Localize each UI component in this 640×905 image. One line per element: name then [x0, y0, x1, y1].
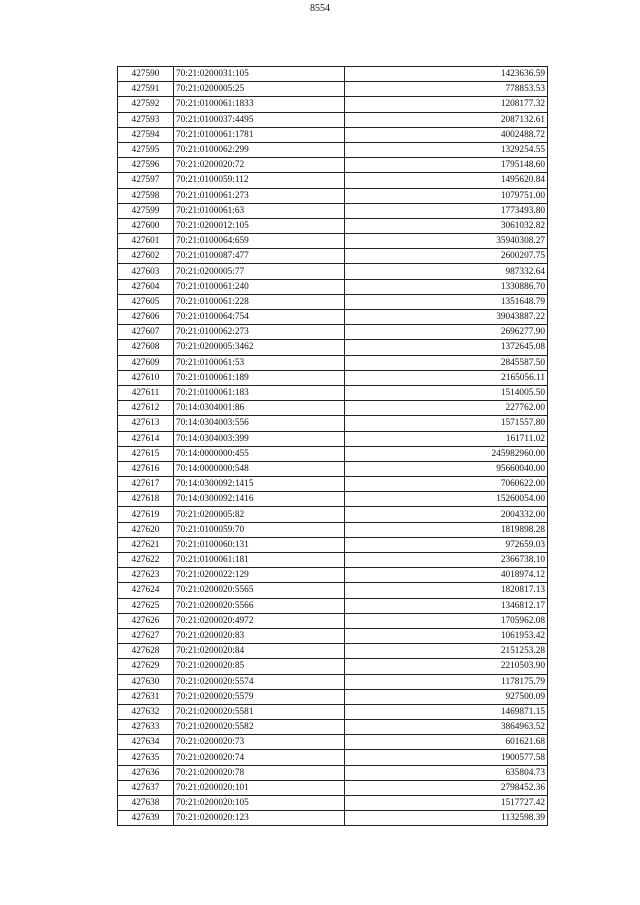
cadastral-number-cell: 70:21:0200020:4972 [174, 613, 345, 628]
cadastral-number-cell: 70:21:0200005:25 [174, 82, 345, 97]
cadastral-number-cell: 70:21:0100061:63 [174, 203, 345, 218]
cadastral-value-cell: 4018974.12 [345, 568, 548, 583]
row-id-cell: 427611 [118, 385, 174, 400]
cadastral-value-cell: 2845587.50 [345, 355, 548, 370]
cadastral-value-cell: 1469871.15 [345, 704, 548, 719]
cadastral-value-cell: 227762.00 [345, 401, 548, 416]
table-row [118, 385, 548, 400]
cadastral-value-cell: 2004332.00 [345, 507, 548, 522]
page-number: 8554 [310, 3, 330, 14]
cadastral-number-cell: 70:21:0200020:85 [174, 659, 345, 674]
row-id-cell: 427624 [118, 583, 174, 598]
row-id-cell: 427596 [118, 158, 174, 173]
cadastral-value-cell: 1795148.60 [345, 158, 548, 173]
cadastral-number-cell: 70:21:0100061:273 [174, 188, 345, 203]
row-id-cell: 427608 [118, 340, 174, 355]
table-row [118, 67, 548, 82]
row-id-cell: 427603 [118, 264, 174, 279]
cadastral-value-cell: 95660040.00 [345, 461, 548, 476]
table-row [118, 583, 548, 598]
cadastral-value-cell: 2600207.75 [345, 249, 548, 264]
row-id-cell: 427606 [118, 310, 174, 325]
table-row [118, 461, 548, 476]
cadastral-value-cell: 1330886.70 [345, 279, 548, 294]
table-row [118, 674, 548, 689]
row-id-cell: 427610 [118, 370, 174, 385]
table-row [118, 628, 548, 643]
row-id-cell: 427600 [118, 218, 174, 233]
row-id-cell: 427630 [118, 674, 174, 689]
row-id-cell: 427593 [118, 112, 174, 127]
cadastral-value-cell: 1178175.79 [345, 674, 548, 689]
cadastral-number-cell: 70:21:0100061:53 [174, 355, 345, 370]
cadastral-number-cell: 70:21:0200022:129 [174, 568, 345, 583]
cadastral-number-cell: 70:21:0200020:5566 [174, 598, 345, 613]
table-row [118, 796, 548, 811]
cadastral-value-table [117, 66, 548, 826]
row-id-cell: 427628 [118, 644, 174, 659]
table-row [118, 720, 548, 735]
cadastral-value-cell: 1208177.32 [345, 97, 548, 112]
cadastral-value-cell: 778853.53 [345, 82, 548, 97]
row-id-cell: 427623 [118, 568, 174, 583]
cadastral-value-cell: 2151253.28 [345, 644, 548, 659]
row-id-cell: 427590 [118, 67, 174, 82]
cadastral-number-cell: 70:21:0100060:131 [174, 537, 345, 552]
row-id-cell: 427615 [118, 446, 174, 461]
cadastral-value-cell: 1351648.79 [345, 294, 548, 309]
table-row [118, 234, 548, 249]
table-body [118, 67, 548, 826]
row-id-cell: 427599 [118, 203, 174, 218]
cadastral-number-cell: 70:14:0300092:1415 [174, 477, 345, 492]
table-row [118, 811, 548, 826]
table-row [118, 735, 548, 750]
cadastral-value-cell: 35940308.27 [345, 234, 548, 249]
cadastral-value-cell: 15260054.00 [345, 492, 548, 507]
cadastral-value-cell: 2798452.36 [345, 780, 548, 795]
row-id-cell: 427620 [118, 522, 174, 537]
cadastral-value-cell: 927500.09 [345, 689, 548, 704]
row-id-cell: 427613 [118, 416, 174, 431]
cadastral-value-cell: 972659.03 [345, 537, 548, 552]
table-row [118, 704, 548, 719]
cadastral-value-cell: 1372645.08 [345, 340, 548, 355]
table-row [118, 431, 548, 446]
table-row [118, 142, 548, 157]
cadastral-value-cell: 7060622.00 [345, 477, 548, 492]
cadastral-value-cell: 1514005.50 [345, 385, 548, 400]
row-id-cell: 427639 [118, 811, 174, 826]
row-id-cell: 427607 [118, 325, 174, 340]
table-row [118, 279, 548, 294]
table-row [118, 446, 548, 461]
table-row [118, 325, 548, 340]
row-id-cell: 427594 [118, 127, 174, 142]
cadastral-number-cell: 70:21:0200020:5565 [174, 583, 345, 598]
row-id-cell: 427632 [118, 704, 174, 719]
cadastral-number-cell: 70:14:0000000:455 [174, 446, 345, 461]
row-id-cell: 427621 [118, 537, 174, 552]
cadastral-number-cell: 70:14:0304003:556 [174, 416, 345, 431]
cadastral-value-cell: 3864963.52 [345, 720, 548, 735]
row-id-cell: 427626 [118, 613, 174, 628]
row-id-cell: 427629 [118, 659, 174, 674]
row-id-cell: 427595 [118, 142, 174, 157]
cadastral-number-cell: 70:14:0304003:399 [174, 431, 345, 446]
cadastral-value-cell: 1329254.55 [345, 142, 548, 157]
table-row [118, 112, 548, 127]
cadastral-number-cell: 70:21:0200020:73 [174, 735, 345, 750]
cadastral-number-cell: 70:14:0304001:86 [174, 401, 345, 416]
cadastral-number-cell: 70:21:0200020:5574 [174, 674, 345, 689]
cadastral-number-cell: 70:21:0100061:189 [174, 370, 345, 385]
row-id-cell: 427622 [118, 553, 174, 568]
row-id-cell: 427638 [118, 796, 174, 811]
cadastral-number-cell: 70:21:0200020:123 [174, 811, 345, 826]
cadastral-number-cell: 70:21:0200020:5579 [174, 689, 345, 704]
cadastral-value-cell: 1495620.84 [345, 173, 548, 188]
table-row [118, 492, 548, 507]
cadastral-number-cell: 70:21:0200012:105 [174, 218, 345, 233]
cadastral-number-cell: 70:21:0100061:240 [174, 279, 345, 294]
row-id-cell: 427601 [118, 234, 174, 249]
table-row [118, 294, 548, 309]
cadastral-value-cell: 1079751.00 [345, 188, 548, 203]
table-row [118, 310, 548, 325]
cadastral-value-cell: 161711.02 [345, 431, 548, 446]
cadastral-number-cell: 70:21:0100064:659 [174, 234, 345, 249]
cadastral-number-cell: 70:21:0200020:5581 [174, 704, 345, 719]
cadastral-value-cell: 2165056.11 [345, 370, 548, 385]
table-row [118, 507, 548, 522]
cadastral-value-cell: 1061953.42 [345, 628, 548, 643]
cadastral-number-cell: 70:21:0200020:74 [174, 750, 345, 765]
row-id-cell: 427636 [118, 765, 174, 780]
row-id-cell: 427597 [118, 173, 174, 188]
cadastral-number-cell: 70:21:0100061:1781 [174, 127, 345, 142]
row-id-cell: 427631 [118, 689, 174, 704]
row-id-cell: 427635 [118, 750, 174, 765]
row-id-cell: 427602 [118, 249, 174, 264]
cadastral-value-cell: 4002488.72 [345, 127, 548, 142]
cadastral-number-cell: 70:21:0200020:105 [174, 796, 345, 811]
cadastral-value-cell: 2087132.61 [345, 112, 548, 127]
cadastral-number-cell: 70:21:0200020:84 [174, 644, 345, 659]
cadastral-value-cell: 601621.68 [345, 735, 548, 750]
table-row [118, 401, 548, 416]
table-row [118, 750, 548, 765]
table-row [118, 659, 548, 674]
cadastral-number-cell: 70:21:0100037:4495 [174, 112, 345, 127]
cadastral-number-cell: 70:21:0100061:228 [174, 294, 345, 309]
table-row [118, 765, 548, 780]
cadastral-number-cell: 70:21:0200031:105 [174, 67, 345, 82]
table-row [118, 522, 548, 537]
row-id-cell: 427616 [118, 461, 174, 476]
cadastral-value-cell: 1773493.80 [345, 203, 548, 218]
cadastral-value-cell: 1820817.13 [345, 583, 548, 598]
row-id-cell: 427627 [118, 628, 174, 643]
cadastral-number-cell: 70:21:0100064:754 [174, 310, 345, 325]
cadastral-value-cell: 39043887.22 [345, 310, 548, 325]
cadastral-number-cell: 70:21:0100061:183 [174, 385, 345, 400]
table-row [118, 537, 548, 552]
cadastral-value-cell: 245982960.00 [345, 446, 548, 461]
table-row [118, 477, 548, 492]
cadastral-value-cell: 987332.64 [345, 264, 548, 279]
cadastral-value-cell: 1705962.08 [345, 613, 548, 628]
row-id-cell: 427598 [118, 188, 174, 203]
table-row [118, 416, 548, 431]
table-row [118, 644, 548, 659]
table-row [118, 340, 548, 355]
cadastral-value-cell: 635804.73 [345, 765, 548, 780]
row-id-cell: 427617 [118, 477, 174, 492]
cadastral-number-cell: 70:21:0200005:82 [174, 507, 345, 522]
cadastral-number-cell: 70:21:0200005:3462 [174, 340, 345, 355]
table-row [118, 249, 548, 264]
cadastral-number-cell: 70:14:0000000:548 [174, 461, 345, 476]
cadastral-value-cell: 2210503.90 [345, 659, 548, 674]
cadastral-value-cell: 1571557.80 [345, 416, 548, 431]
cadastral-number-cell: 70:21:0200020:72 [174, 158, 345, 173]
table-row [118, 568, 548, 583]
cadastral-number-cell: 70:21:0200020:5582 [174, 720, 345, 735]
row-id-cell: 427592 [118, 97, 174, 112]
row-id-cell: 427637 [118, 780, 174, 795]
cadastral-value-cell: 2366738.10 [345, 553, 548, 568]
row-id-cell: 427605 [118, 294, 174, 309]
cadastral-number-cell: 70:21:0100061:181 [174, 553, 345, 568]
table-row [118, 203, 548, 218]
row-id-cell: 427604 [118, 279, 174, 294]
row-id-cell: 427625 [118, 598, 174, 613]
cadastral-value-cell: 1423636.59 [345, 67, 548, 82]
cadastral-number-cell: 70:21:0100062:273 [174, 325, 345, 340]
table-row [118, 218, 548, 233]
cadastral-number-cell: 70:14:0300092:1416 [174, 492, 345, 507]
table-row [118, 188, 548, 203]
cadastral-number-cell: 70:21:0100062:299 [174, 142, 345, 157]
row-id-cell: 427618 [118, 492, 174, 507]
cadastral-number-cell: 70:21:0100059:112 [174, 173, 345, 188]
cadastral-number-cell: 70:21:0200020:78 [174, 765, 345, 780]
cadastral-value-cell: 1900577.58 [345, 750, 548, 765]
cadastral-value-cell: 1346812.17 [345, 598, 548, 613]
table-row [118, 158, 548, 173]
row-id-cell: 427591 [118, 82, 174, 97]
table-row [118, 613, 548, 628]
row-id-cell: 427612 [118, 401, 174, 416]
cadastral-value-cell: 1132598.39 [345, 811, 548, 826]
table-row [118, 173, 548, 188]
cadastral-number-cell: 70:21:0200020:83 [174, 628, 345, 643]
table-row [118, 97, 548, 112]
row-id-cell: 427634 [118, 735, 174, 750]
cadastral-value-cell: 2696277.90 [345, 325, 548, 340]
row-id-cell: 427619 [118, 507, 174, 522]
cadastral-number-cell: 70:21:0100059:70 [174, 522, 345, 537]
table-row [118, 689, 548, 704]
cadastral-number-cell: 70:21:0100087:477 [174, 249, 345, 264]
table-row [118, 82, 548, 97]
row-id-cell: 427633 [118, 720, 174, 735]
cadastral-number-cell: 70:21:0200020:101 [174, 780, 345, 795]
cadastral-number-cell: 70:21:0200005:77 [174, 264, 345, 279]
table-row [118, 264, 548, 279]
table-row [118, 553, 548, 568]
table-row [118, 780, 548, 795]
cadastral-number-cell: 70:21:0100061:1833 [174, 97, 345, 112]
row-id-cell: 427614 [118, 431, 174, 446]
cadastral-value-cell: 3061032.82 [345, 218, 548, 233]
row-id-cell: 427609 [118, 355, 174, 370]
table-row [118, 598, 548, 613]
table-row [118, 370, 548, 385]
table-row [118, 127, 548, 142]
cadastral-value-cell: 1517727.42 [345, 796, 548, 811]
table-row [118, 355, 548, 370]
cadastral-value-cell: 1819898.28 [345, 522, 548, 537]
